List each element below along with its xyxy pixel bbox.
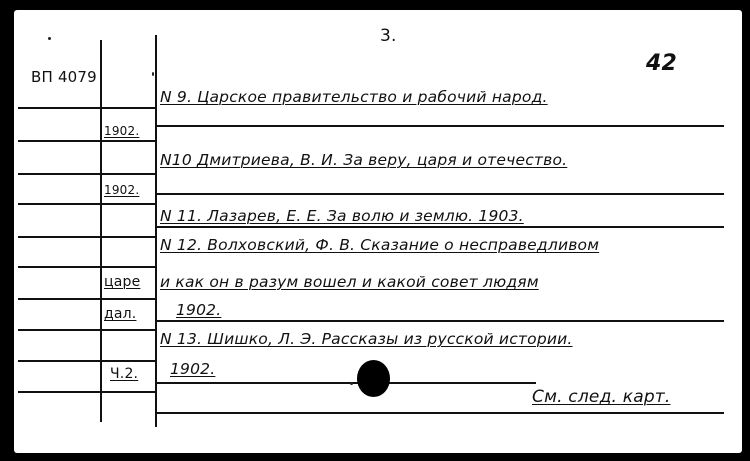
ruled-line bbox=[18, 298, 156, 300]
corner-number: 42 bbox=[646, 51, 678, 76]
entry-12-year: 1902. bbox=[176, 301, 222, 319]
entry-13-year: 1902. bbox=[170, 360, 216, 378]
ink-speck bbox=[350, 382, 353, 385]
left-note-word-1: царе bbox=[104, 274, 141, 290]
ruled-line bbox=[156, 226, 724, 228]
ruled-line bbox=[18, 360, 156, 362]
entry-12-line-2: и как он в разум вошел и какой совет людям bbox=[160, 273, 539, 291]
ruled-line bbox=[156, 412, 724, 414]
entry-13: N 13. Шишко, Л. Э. Рассказы из русской истории. bbox=[160, 330, 573, 348]
left-note-volume: Ч.2. bbox=[110, 366, 139, 382]
ruled-line bbox=[18, 107, 156, 109]
entry-12-line-1: N 12. Волховский, Ф. В. Сказание о несправедливом bbox=[160, 236, 600, 254]
ruled-line bbox=[156, 320, 724, 322]
ruled-line bbox=[156, 382, 536, 384]
ruled-line bbox=[156, 193, 724, 195]
ruled-line bbox=[18, 173, 156, 175]
ruled-line bbox=[156, 125, 724, 127]
ruled-line bbox=[18, 140, 156, 142]
page-number: 3. bbox=[380, 26, 397, 46]
left-note-year-1: 1902. bbox=[104, 124, 140, 138]
entry-10: N10 Дмитриева, В. И. За веру, царя и отечество. bbox=[160, 151, 568, 169]
punch-hole bbox=[357, 360, 390, 397]
left-note-year-2: 1902. bbox=[104, 183, 140, 197]
ink-speck bbox=[152, 72, 154, 76]
shelf-mark: ВП 4079 bbox=[31, 68, 97, 86]
ruled-line bbox=[18, 391, 156, 393]
ruled-line bbox=[18, 203, 156, 205]
entry-9: N 9. Царское правительство и рабочий народ. bbox=[160, 88, 548, 106]
margin-rule bbox=[155, 35, 157, 427]
ink-speck bbox=[48, 37, 51, 40]
continuation-note: См. след. карт. bbox=[532, 387, 671, 407]
ruled-line bbox=[18, 329, 156, 331]
left-note-word-2: дал. bbox=[104, 306, 137, 322]
entry-11: N 11. Лазарев, Е. Е. За волю и землю. 1903. bbox=[160, 207, 524, 225]
left-column-rule bbox=[100, 40, 102, 422]
ruled-line bbox=[18, 236, 156, 238]
ruled-line bbox=[18, 266, 156, 268]
